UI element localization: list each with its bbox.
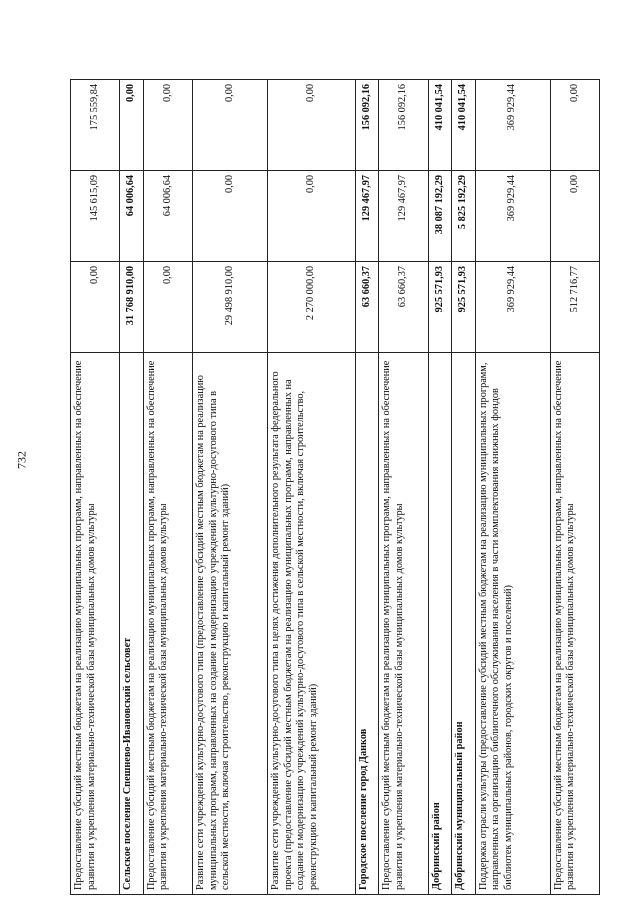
row-description: Сельское поселение Спешнево-Ивановский сельсовет xyxy=(120,353,144,895)
row-value-v2: 129 467,97 xyxy=(379,171,428,262)
table-row xyxy=(475,80,550,895)
row-description: Добринский район xyxy=(428,353,452,895)
row-value-v3: 0,00 xyxy=(120,80,144,171)
row-value-v1: 512 716,77 xyxy=(550,262,599,353)
table-row xyxy=(428,80,452,895)
row-value-v1: 0,00 xyxy=(143,262,192,353)
row-description: Развитие сети учреждений культурно-досугового типа в целях достижения дополнительного результата федерального проекта (предоставление субсидий местным бюджетам на реализацию муниципальных программ, направленных на создание и модернизацию учреждений культурно-досугового типа в сельской местности, включая строительство, реконструкцию и капитальный ремонт зданий) xyxy=(268,353,356,895)
row-value-v3: 410 041,54 xyxy=(452,80,476,171)
table-row xyxy=(452,80,476,895)
row-value-v3: 0,00 xyxy=(550,80,599,171)
row-value-v1: 63 660,37 xyxy=(379,262,428,353)
rotated-table-container xyxy=(70,80,600,895)
row-description: Развитие сети учреждений культурно-досугового типа (предоставление субсидий местным бюджетам на реализацию муниципальных программ, направленных на создание и модернизацию учреждений культурно-досугового типа в сельской местности, включая строительство, реконструкцию и капитальный ремонт зданий) xyxy=(193,353,268,895)
row-value-v3: 175 559,84 xyxy=(71,80,120,171)
row-value-v3: 410 041,54 xyxy=(428,80,452,171)
row-value-v1: 31 768 910,00 xyxy=(120,262,144,353)
row-value-v3: 369 929,44 xyxy=(475,80,550,171)
row-description: Предоставление субсидий местным бюджетам на реализацию муниципальных программ, направленных на обеспечение развития и укрепления материально-технической базы муниципальных домов культуры xyxy=(379,353,428,895)
table-row xyxy=(550,80,599,895)
row-value-v1: 2 270 000,00 xyxy=(268,262,356,353)
row-value-v3: 0,00 xyxy=(143,80,192,171)
row-value-v2: 64 006,64 xyxy=(143,171,192,262)
row-description: Добринский муниципальный район xyxy=(452,353,476,895)
table-row xyxy=(379,80,428,895)
table-row xyxy=(268,80,356,895)
row-value-v2: 38 087 192,29 xyxy=(428,171,452,262)
row-description: Предоставление субсидий местным бюджетам на реализацию муниципальных программ, направленных на обеспечение развития и укрепления материально-технической базы муниципальных домов культуры xyxy=(550,353,599,895)
row-value-v3: 156 092,16 xyxy=(379,80,428,171)
table-row xyxy=(193,80,268,895)
row-description: Предоставление субсидий местным бюджетам на реализацию муниципальных программ, направленных на обеспечение развития и укрепления материально-технической базы муниципальных домов культуры xyxy=(71,353,120,895)
row-value-v2: 64 006,64 xyxy=(120,171,144,262)
table-body xyxy=(71,80,600,895)
row-value-v1: 29 498 910,00 xyxy=(193,262,268,353)
row-value-v1: 63 660,37 xyxy=(355,262,379,353)
row-value-v2: 369 929,44 xyxy=(475,171,550,262)
row-description: Городское поселение город Данков xyxy=(355,353,379,895)
table-row xyxy=(120,80,144,895)
row-description: Поддержка отрасли культуры (предоставление субсидий местным бюджетам на реализацию муниципальных программ, направленных на организацию библиотечного обслуживания населения в части комплектования книжных фондов библиотек муниципальных районов, городских округов и поселений) xyxy=(475,353,550,895)
table-row xyxy=(71,80,120,895)
page-number: 732 xyxy=(14,451,29,469)
row-value-v1: 369 929,44 xyxy=(475,262,550,353)
row-value-v1: 925 571,93 xyxy=(452,262,476,353)
row-value-v2: 129 467,97 xyxy=(355,171,379,262)
row-description: Предоставление субсидий местным бюджетам на реализацию муниципальных программ, направленных на обеспечение развития и укрепления материально-технической базы муниципальных домов культуры xyxy=(143,353,192,895)
table-row xyxy=(355,80,379,895)
row-value-v2: 145 615,09 xyxy=(71,171,120,262)
row-value-v2: 5 825 192,29 xyxy=(452,171,476,262)
subsidy-table xyxy=(70,79,600,895)
row-value-v3: 0,00 xyxy=(193,80,268,171)
row-value-v1: 925 571,93 xyxy=(428,262,452,353)
row-value-v1: 0,00 xyxy=(71,262,120,353)
table-row xyxy=(143,80,192,895)
row-value-v2: 0,00 xyxy=(268,171,356,262)
row-value-v3: 156 092,16 xyxy=(355,80,379,171)
row-value-v2: 0,00 xyxy=(550,171,599,262)
row-value-v2: 0,00 xyxy=(193,171,268,262)
row-value-v3: 0,00 xyxy=(268,80,356,171)
